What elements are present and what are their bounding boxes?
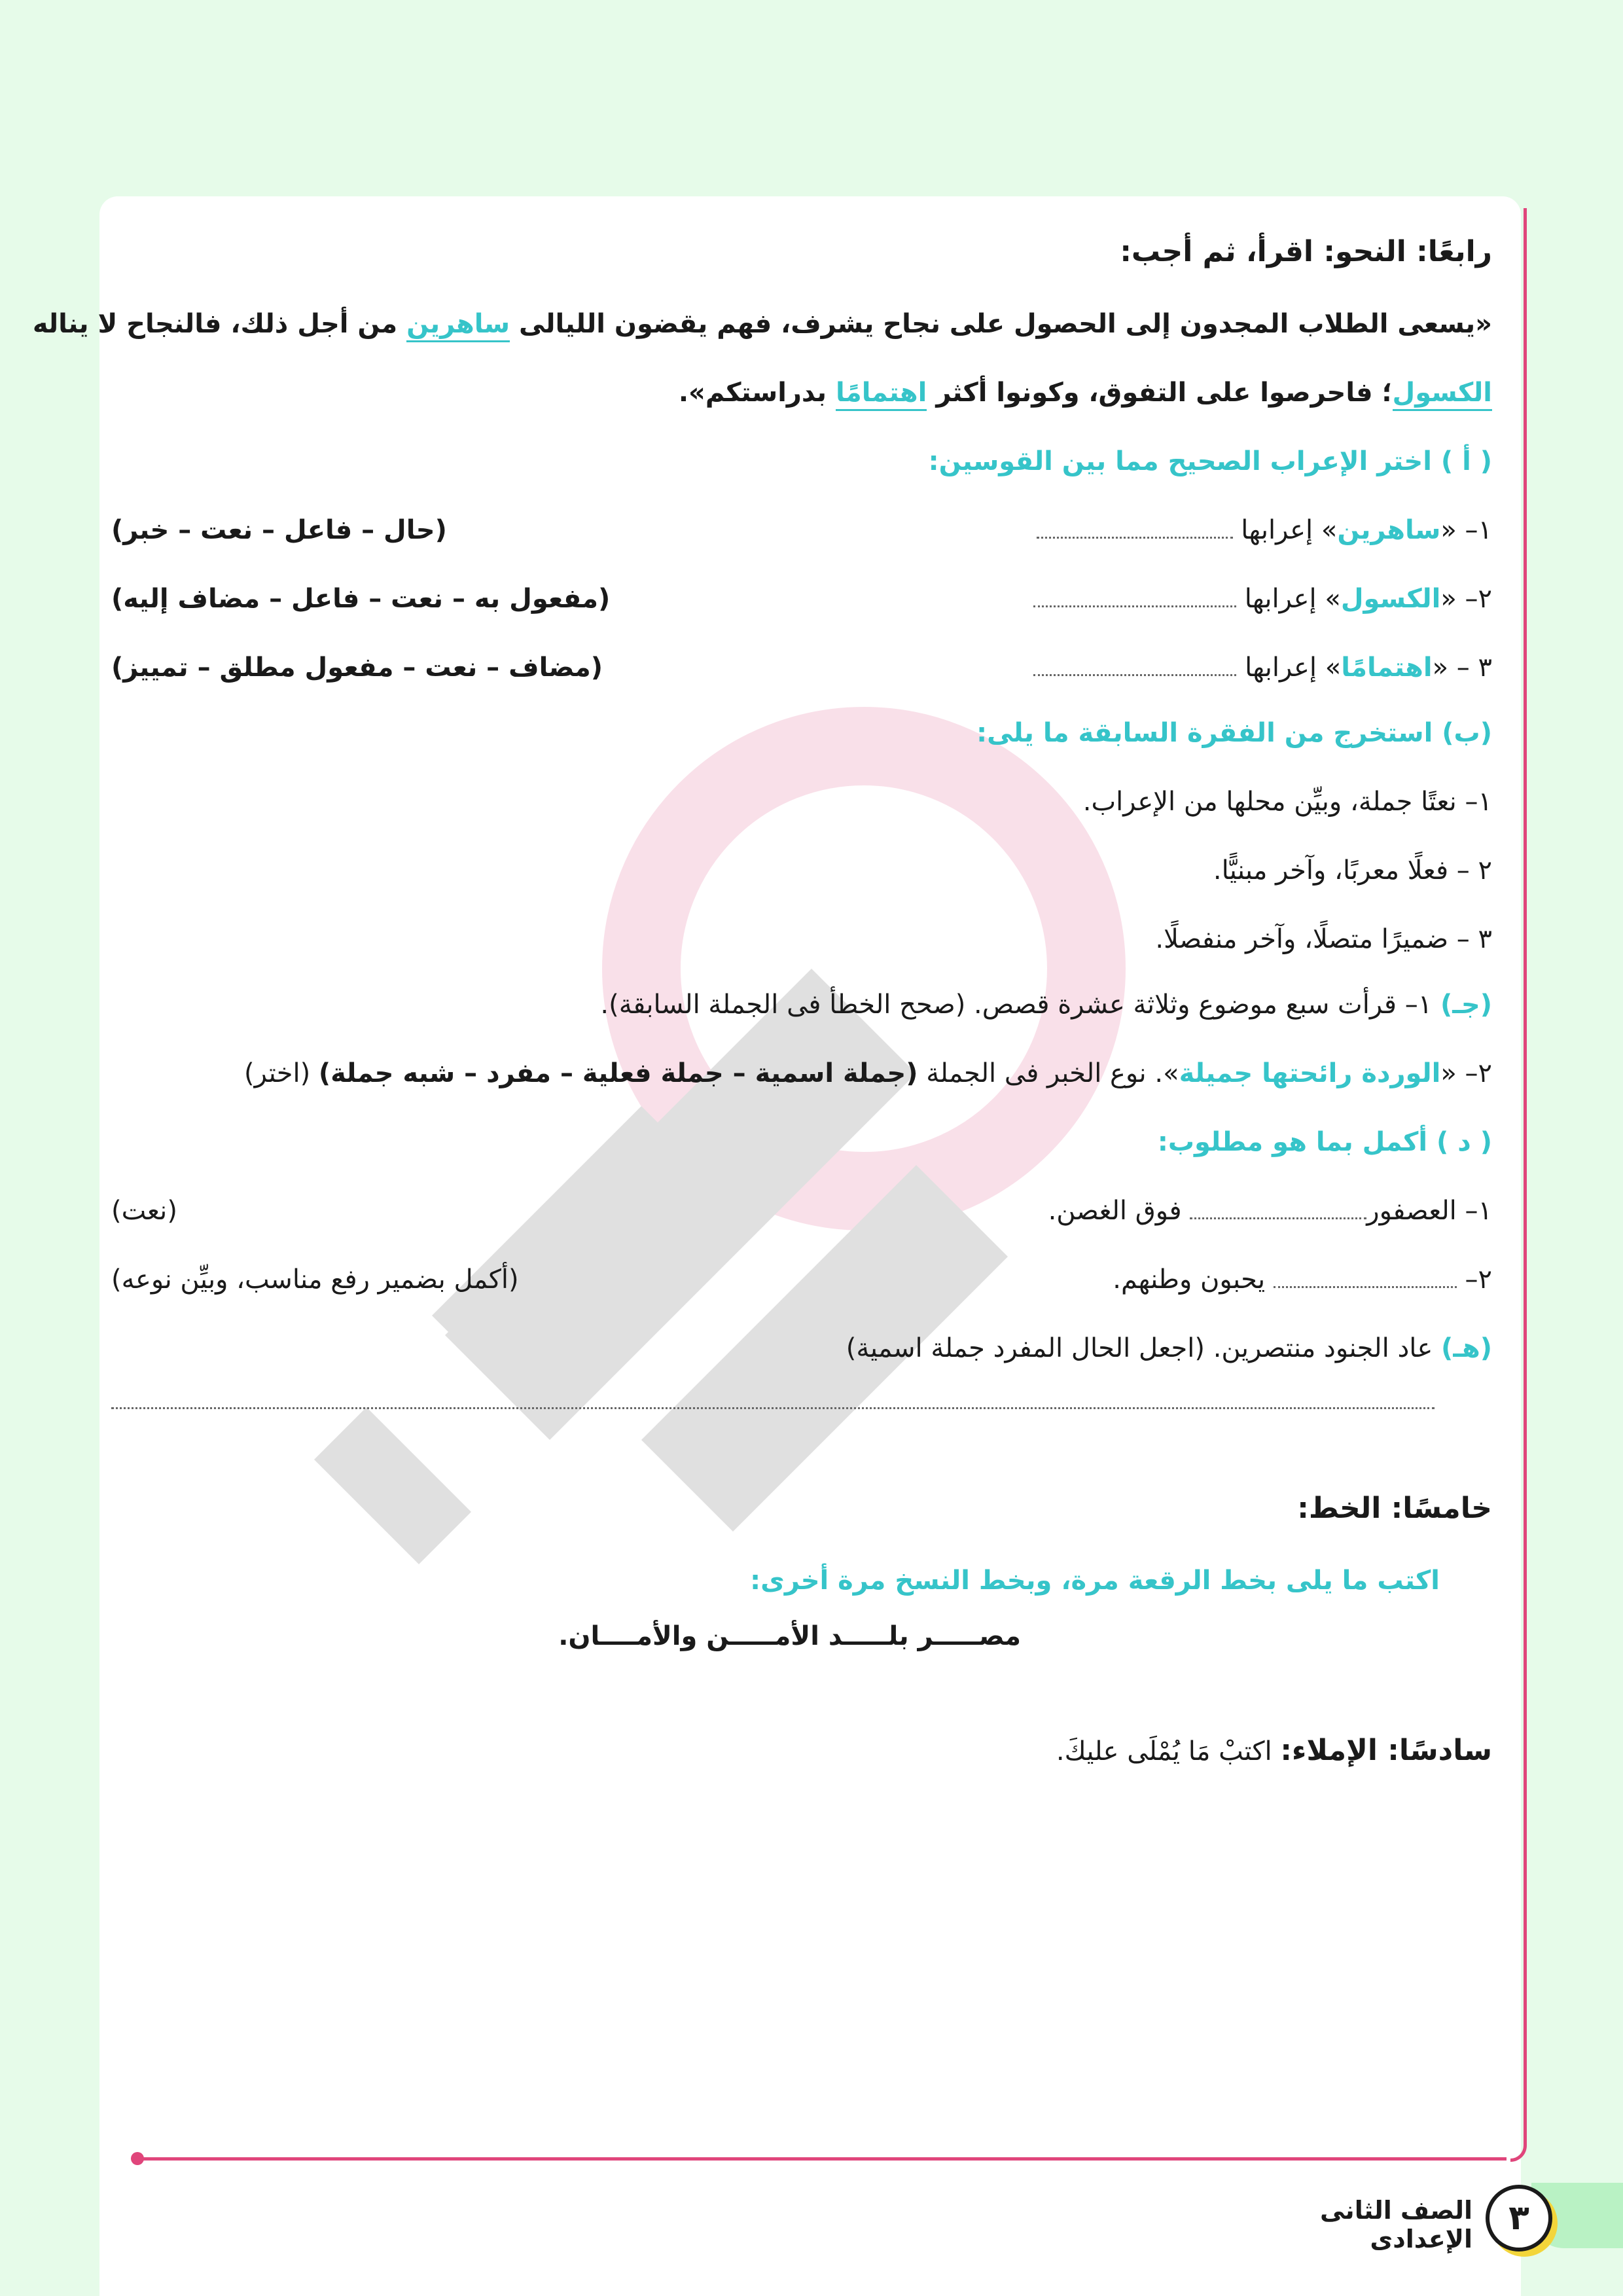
answer-blank[interactable] xyxy=(1274,1268,1457,1288)
partA-item-2 xyxy=(1033,579,1492,619)
item-text: (اختر) xyxy=(243,1058,319,1088)
item-text: ٢– xyxy=(1465,1265,1492,1295)
watermark-logo xyxy=(275,687,1178,1656)
partD-item-2 xyxy=(1113,1260,1492,1299)
item-text: ١– العصفور xyxy=(1366,1196,1492,1226)
item-word: الوردة رائحتها جميلة xyxy=(1179,1058,1441,1088)
passage-line-2 xyxy=(679,373,1492,412)
page-frame-border xyxy=(1510,208,1527,2162)
passage-line-1 xyxy=(33,304,1492,344)
partA-item-1 xyxy=(1037,511,1493,550)
section5-title: خامسًا: الخط: xyxy=(1297,1492,1492,1525)
answer-line[interactable] xyxy=(111,1407,1435,1409)
passage-text: «يسعى الطلاب المجدون إلى الحصول على نجاح يشرف، فهم يقضون الليالى xyxy=(510,309,1492,339)
partC-label: (جـ) xyxy=(1440,990,1492,1020)
section4-title: رابعًا: النحو: اقرأ، ثم أجب: xyxy=(1120,235,1492,268)
item-text: » إعرابها xyxy=(1244,584,1341,614)
answer-blank[interactable] xyxy=(1037,518,1233,539)
partB-item-1: ١– نعتًا جملة، وبيِّن محلها من الإعراب. xyxy=(1082,787,1492,817)
section6-title: سادسًا: الإملاء: xyxy=(1280,1734,1492,1767)
answer-blank[interactable] xyxy=(1190,1199,1366,1219)
partB-item-2: ٢ – فعلًا معربًا، وآخر مبنيًّا. xyxy=(1213,855,1492,886)
section5-instruction: اكتب ما يلى بخط الرقعة مرة، وبخط النسخ مرة أخرى: xyxy=(750,1566,1440,1596)
item-word: اهتمامًا xyxy=(1341,653,1433,683)
partE-item xyxy=(846,1329,1492,1368)
answer-blank[interactable] xyxy=(1033,587,1236,607)
partC-item-2 xyxy=(244,1054,1492,1093)
divider-dot xyxy=(131,2152,144,2165)
item-word: الكسول xyxy=(1340,584,1441,614)
partA-options-3: (مضاف – نعت – مفعول مطلق – تمييز) xyxy=(111,653,603,683)
passage-text: ؛ فاحرصوا على التفوق، وكونوا أكثر xyxy=(927,378,1393,408)
footer-grade: الصف الثانى الإعدادى xyxy=(1319,2196,1472,2253)
item-text: » إعرابها xyxy=(1245,653,1342,683)
item-number: ٢– « xyxy=(1440,1058,1492,1088)
answer-blank[interactable] xyxy=(1033,656,1236,676)
partA-title: ( أ ) اختر الإعراب الصحيح مما بين القوسين: xyxy=(928,446,1492,476)
partE-label: (هـ) xyxy=(1441,1333,1492,1363)
item-text: يحبون وطنهم. xyxy=(1113,1265,1266,1295)
passage-text: بدراستكم». xyxy=(678,378,836,408)
passage-highlight-word: ساهرين xyxy=(406,309,510,342)
partA-item-3 xyxy=(1033,648,1492,687)
item-number: ٣ – « xyxy=(1432,653,1492,683)
item-text: فوق الغصن. xyxy=(1048,1196,1182,1226)
item-number: ٢– « xyxy=(1440,584,1492,614)
partB-title: (ب) استخرج من الفقرة السابقة ما يلى: xyxy=(976,718,1492,748)
section5-sentence: مصـــــر بلـــــد الأمـــــن والأمــــان. xyxy=(558,1621,1021,1651)
passage-text: من أجل ذلك، فالنجاح لا يناله xyxy=(32,309,407,339)
item-number: ١– « xyxy=(1440,515,1492,545)
item-options: (جملة اسمية – جملة فعلية – مفرد – شبه جملة) xyxy=(318,1058,918,1088)
passage-highlight-word: الكسول xyxy=(1393,378,1492,411)
bottom-divider xyxy=(137,2157,1507,2161)
passage-highlight-word: اهتمامًا xyxy=(836,378,927,411)
partA-options-1: (حال – فاعل – نعت – خبر) xyxy=(111,515,447,545)
partB-item-3: ٣ – ضميرًا متصلًا، وآخر منفصلًا. xyxy=(1155,924,1492,954)
item-text: » إعرابها xyxy=(1241,515,1338,545)
partA-options-2: (مفعول به – نعت – فاعل – مضاف إليه) xyxy=(111,584,611,614)
section6-text: اكتبْ مَا يُمْلَى عليكَ. xyxy=(1056,1736,1281,1767)
partD-title: ( د ) أكمل بما هو مطلوب: xyxy=(1157,1127,1492,1157)
partD-hint-1: (نعت) xyxy=(111,1196,177,1226)
item-text: ». نوع الخبر فى الجملة xyxy=(918,1058,1179,1088)
partC-item-1 xyxy=(600,985,1492,1024)
partD-hint-2: (أكمل بضمير رفع مناسب، وبيِّن نوعه) xyxy=(111,1265,519,1295)
partD-item-1 xyxy=(1048,1191,1492,1230)
page-number: ٣ xyxy=(1486,2185,1552,2251)
item-text: عاد الجنود منتصرين. (اجعل الحال المفرد جملة اسمية) xyxy=(846,1333,1442,1363)
item-text: ١– قرأت سبع موضوع وثلاثة عشرة قصص. (صحح الخطأ فى الجملة السابقة). xyxy=(600,990,1433,1020)
item-word: ساهرين xyxy=(1337,515,1441,545)
section6-line xyxy=(1056,1731,1492,1771)
